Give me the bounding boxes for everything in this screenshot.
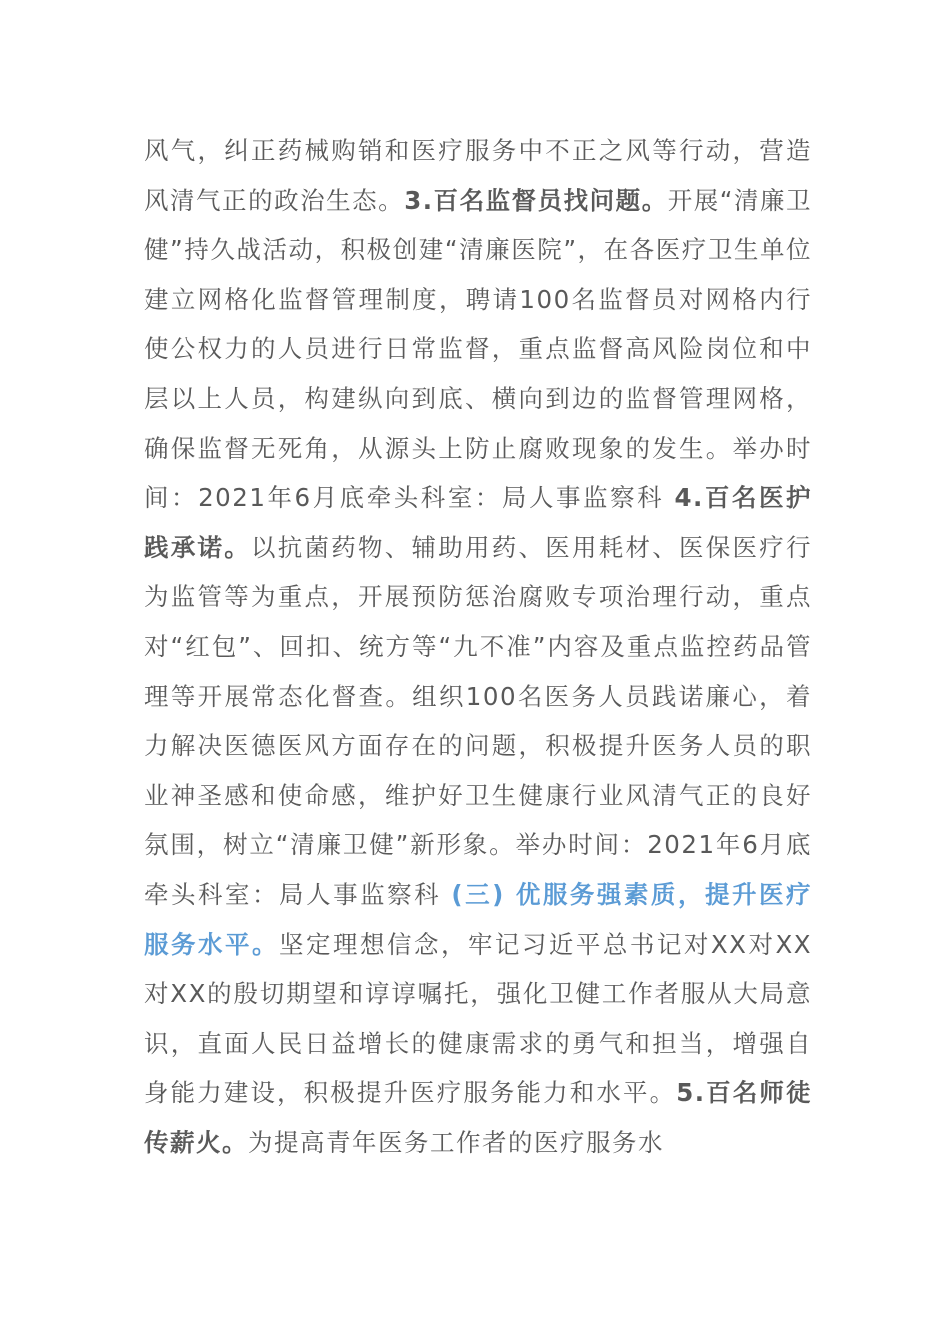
text-run: 风气，纠正药械购销和医疗服务中不正之风等行动，营造风清气正的政治生态。 [144, 136, 812, 215]
text-run: 开展“清廉卫健”持久战活动，积极创建“清廉医院”，在各医疗卫生单位建立网格化监督管理制度，聘请100名监督员对网格内行使公权力的人员进行日常监督，重点监督高风险岗位和中层以上人员，构建纵向到底、横向到边的监督管理网格，确保监督无死角，从源头上防止腐败现象的发生。举办时间：2021年6月底牵头科室：局人事监察科 [144, 185, 812, 513]
body-paragraph [144, 126, 812, 1167]
bold-item-heading-5: 5.百名师徒传薪火。 [144, 1078, 812, 1157]
bold-item-heading-3: 3.百名监督员找问题。 [404, 185, 668, 215]
text-run: 坚定理想信念，牢记习近平总书记对XX对XX对XX的殷切期望和谆谆嘱托，强化卫健工作者服从大局意识，直面人民日益增长的健康需求的勇气和担当，增强自身能力建设，积极提升医疗服务能力和水平。 [144, 929, 813, 1108]
text-run: 为提高青年医务工作者的医疗服务水 [248, 1127, 664, 1157]
bold-item-heading-4: 4.百名医护践承诺。 [144, 483, 812, 562]
text-run: 以抗菌药物、辅助用药、医用耗材、医保医疗行为监管等为重点，开展预防惩治腐败专项治理行动，重点对“红包”、回扣、统方等“九不准”内容及重点监控药品管理等开展常态化督查。组织100名医务人员践诺廉心，着力解决医德医风方面存在的问题，积极提升医务人员的职业神圣感和使命感，维护好卫生健康行业风清气正的良好氛围，树立“清廉卫健”新形象。举办时间：2021年6月底牵头科室：局人事监察科 [144, 532, 812, 909]
section-heading-3: (三) 优服务强素质，提升医疗服务水平。 [144, 879, 812, 959]
